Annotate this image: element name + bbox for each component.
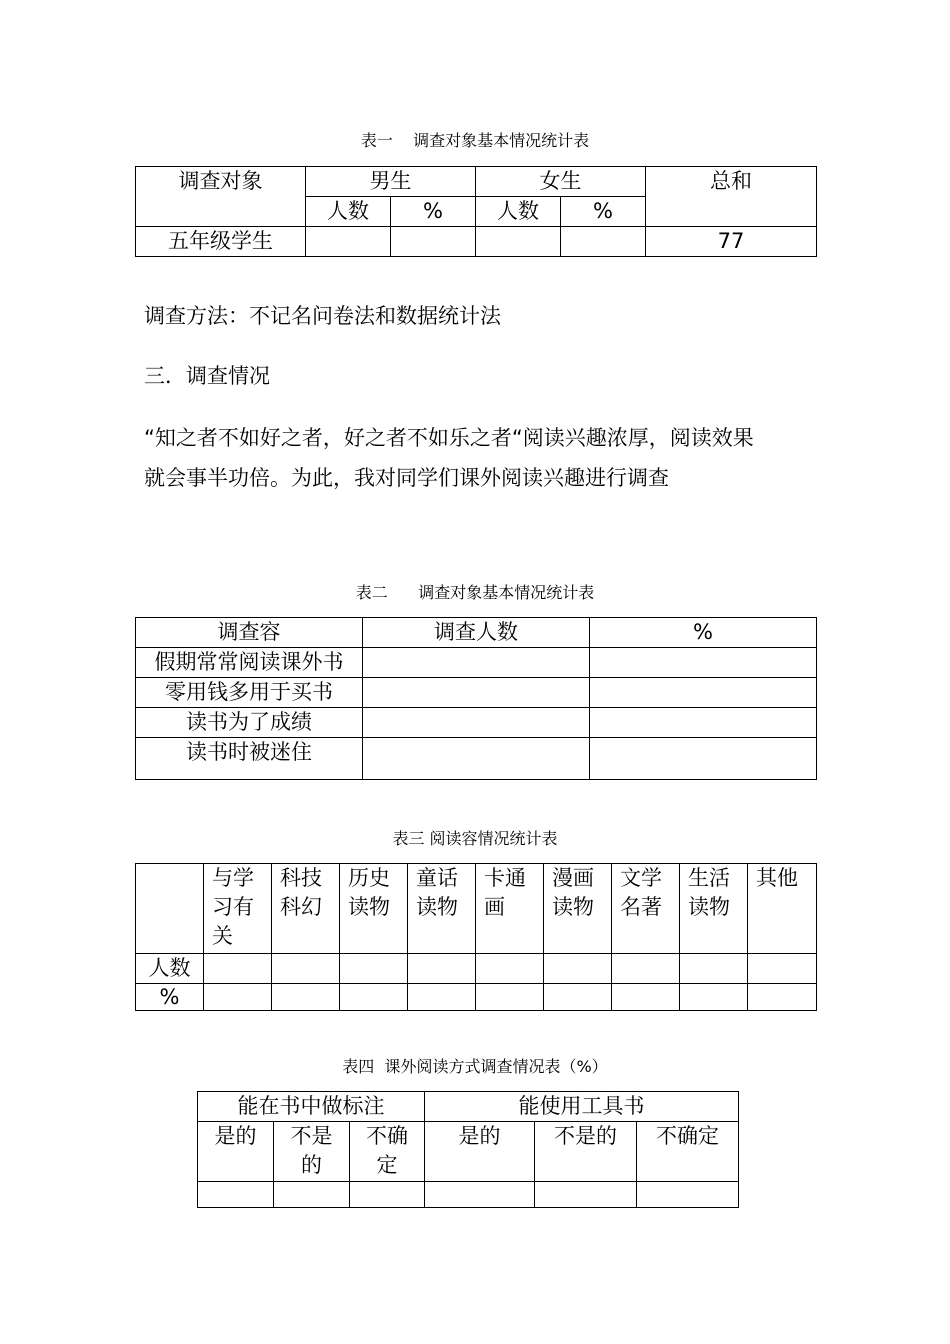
table2-row-label: 读书时被迷住 bbox=[136, 738, 363, 780]
table2-cell bbox=[590, 738, 817, 780]
table4-group-reference: 能使用工具书 bbox=[425, 1092, 739, 1122]
table1-sub-pct-female: % bbox=[561, 197, 646, 227]
table3-header: 卡通 画 bbox=[476, 864, 544, 954]
table2-header: 调查人数 bbox=[363, 618, 590, 648]
table2-header: % bbox=[590, 618, 817, 648]
table2 bbox=[135, 617, 817, 780]
table3-cell bbox=[272, 984, 340, 1011]
table2-cell bbox=[590, 678, 817, 708]
table2-cell bbox=[363, 648, 590, 678]
table1-header-female: 女生 bbox=[476, 167, 646, 197]
table3-header: 生活 读物 bbox=[680, 864, 748, 954]
table3-row-label: % bbox=[136, 984, 204, 1011]
table2-row-label: 零用钱多用于买书 bbox=[136, 678, 363, 708]
table4-sub-header: 不确 定 bbox=[350, 1122, 425, 1182]
table4 bbox=[197, 1091, 739, 1208]
table1-row-label: 五年级学生 bbox=[136, 227, 306, 257]
table4-cell bbox=[350, 1182, 425, 1208]
table4-sub-header: 是的 bbox=[425, 1122, 535, 1182]
table1-sub-count-male: 人数 bbox=[306, 197, 391, 227]
table3-header: 历史 读物 bbox=[340, 864, 408, 954]
table2-cell bbox=[590, 708, 817, 738]
table3-header: 童话 读物 bbox=[408, 864, 476, 954]
table3-cell bbox=[204, 984, 272, 1011]
table1-header-total: 总和 bbox=[646, 167, 817, 227]
table3-cell bbox=[680, 954, 748, 984]
table3-cell bbox=[408, 954, 476, 984]
table3-cell bbox=[748, 954, 817, 984]
table2-caption: 表二 调查对象基本情况统计表 bbox=[355, 583, 595, 602]
table3-cell bbox=[340, 954, 408, 984]
table2-cell bbox=[363, 738, 590, 780]
table3-header: 与学 习有 关 bbox=[204, 864, 272, 954]
table3-cell bbox=[680, 984, 748, 1011]
table1-caption: 表一 调查对象基本情况统计表 bbox=[360, 131, 590, 150]
table4-sub-header: 不确定 bbox=[637, 1122, 739, 1182]
table2-cell bbox=[590, 648, 817, 678]
table3-cell bbox=[612, 954, 680, 984]
table3-cell bbox=[612, 984, 680, 1011]
table4-sub-header: 不是 的 bbox=[274, 1122, 350, 1182]
table4-cell bbox=[425, 1182, 535, 1208]
table4-cell bbox=[274, 1182, 350, 1208]
table3-header: 文学 名著 bbox=[612, 864, 680, 954]
table1-header-male: 男生 bbox=[306, 167, 476, 197]
table3-row-label: 人数 bbox=[136, 954, 204, 984]
table3-header: 科技 科幻 bbox=[272, 864, 340, 954]
table3-cell bbox=[748, 984, 817, 1011]
table4-cell bbox=[535, 1182, 637, 1208]
table3-cell bbox=[340, 984, 408, 1011]
table4-cell bbox=[637, 1182, 739, 1208]
table4-sub-header: 不是的 bbox=[535, 1122, 637, 1182]
table1-cell bbox=[306, 227, 391, 257]
table3-cell bbox=[408, 984, 476, 1011]
table2-cell bbox=[363, 678, 590, 708]
table4-sub-header: 是的 bbox=[198, 1122, 274, 1182]
table1-cell bbox=[476, 227, 561, 257]
table3 bbox=[135, 863, 817, 1011]
table4-caption: 表四 课外阅读方式调查情况表（%） bbox=[342, 1057, 608, 1076]
table1-cell bbox=[391, 227, 476, 257]
table3-cell bbox=[204, 954, 272, 984]
intro-line-1: “知之者不如好之者，好之者不如乐之者“阅读兴趣浓厚，阅读效果 bbox=[144, 426, 754, 450]
table2-row-label: 读书为了成绩 bbox=[136, 708, 363, 738]
table1-row-total: 77 bbox=[646, 227, 817, 257]
table3-cell bbox=[476, 984, 544, 1011]
table1-cell bbox=[561, 227, 646, 257]
table3-cell bbox=[544, 954, 612, 984]
table3-header: 漫画 读物 bbox=[544, 864, 612, 954]
table1 bbox=[135, 166, 817, 257]
table3-corner bbox=[136, 864, 204, 954]
table2-header: 调查容 bbox=[136, 618, 363, 648]
table2-row-label: 假期常常阅读课外书 bbox=[136, 648, 363, 678]
method-line: 调查方法：不记名问卷法和数据统计法 bbox=[144, 304, 501, 328]
table3-caption: 表三 阅读容情况统计表 bbox=[392, 829, 558, 848]
intro-line-2: 就会事半功倍。为此，我对同学们课外阅读兴趣进行调查 bbox=[144, 466, 669, 490]
table2-cell bbox=[363, 708, 590, 738]
table3-cell bbox=[272, 954, 340, 984]
table1-header-subject: 调查对象 bbox=[136, 167, 306, 227]
table1-sub-pct-male: % bbox=[391, 197, 476, 227]
table3-header: 其他 bbox=[748, 864, 817, 954]
table3-cell bbox=[544, 984, 612, 1011]
table1-sub-count-female: 人数 bbox=[476, 197, 561, 227]
table4-group-annotate: 能在书中做标注 bbox=[198, 1092, 425, 1122]
table4-cell bbox=[198, 1182, 274, 1208]
section-heading: 三．调查情况 bbox=[144, 364, 270, 388]
table3-cell bbox=[476, 954, 544, 984]
